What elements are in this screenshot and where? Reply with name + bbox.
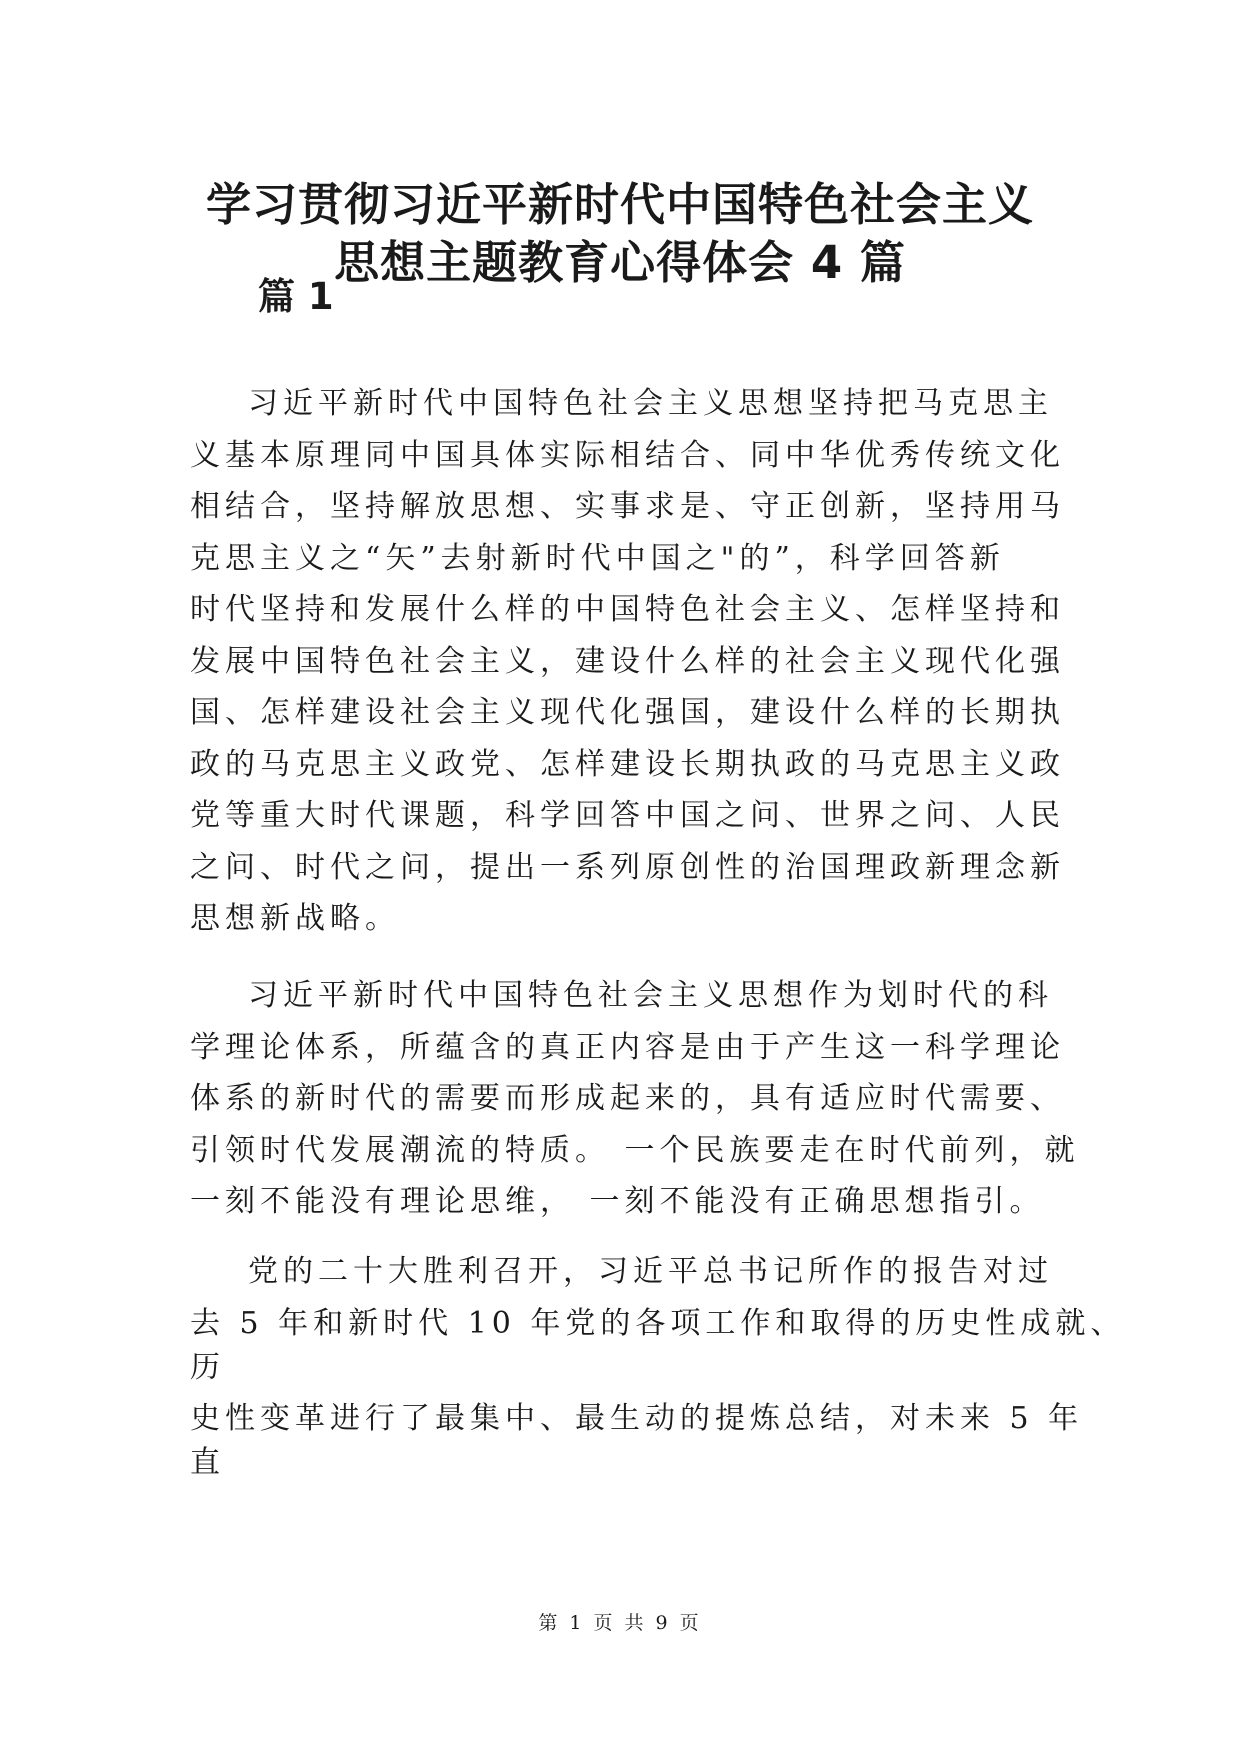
paragraph-line: 一刻不能没有理论思维， 一刻不能没有正确思想指引。 <box>190 1184 1045 1219</box>
paragraph-line: 相结合，坚持解放思想、实事求是、守正创新，坚持用马 <box>190 489 1065 524</box>
paragraph-line: 去 5 年和新时代 10 年党的各项工作和取得的历史性成就、 <box>190 1305 1126 1341</box>
paragraph-line: 体系的新时代的需要而形成起来的，具有适应时代需要、 <box>190 1081 1065 1116</box>
section-heading: 篇 1 <box>258 275 334 318</box>
paragraph-line: 克思主义之“矢”去射新时代中国之"的”，科学回答新 <box>190 540 1005 576</box>
page-footer: 第 1 页 共 9 页 <box>538 1612 702 1634</box>
paragraph-line: 之问、时代之问，提出一系列原创性的治国理政新理念新 <box>190 849 1065 885</box>
paragraph-line: 历 <box>190 1349 225 1385</box>
paragraph-line: 党的二十大胜利召开，习近平总书记所作的报告对过 <box>248 1254 1053 1289</box>
paragraph-line: 义基本原理同中国具体实际相结合、同中华优秀传统文化 <box>190 437 1065 473</box>
paragraph-line: 史性变革进行了最集中、最生动的提炼总结，对未来 5 年 <box>190 1401 1084 1436</box>
paragraph-line: 习近平新时代中国特色社会主义思想作为划时代的科 <box>248 978 1053 1013</box>
paragraph-line: 引领时代发展潮流的特质。 一个民族要走在时代前列，就 <box>190 1132 1080 1168</box>
paragraph-3 <box>190 1246 1126 1489</box>
title-line-2: 思想主题教育心得体会 4 篇 <box>334 236 906 289</box>
paragraph-line: 学理论体系，所蕴含的真正内容是由于产生这一科学理论 <box>190 1029 1065 1065</box>
paragraph-line: 思想新战略。 <box>190 901 400 936</box>
paragraph-line: 国、怎样建设社会主义现代化强国，建设什么样的长期执 <box>190 695 1065 730</box>
paragraph-1 <box>190 378 1070 945</box>
paragraph-2 <box>190 970 1080 1228</box>
paragraph-line: 党等重大时代课题，科学回答中国之问、世界之问、人民 <box>190 798 1065 833</box>
paragraph-line: 发展中国特色社会主义，建设什么样的社会主义现代化强 <box>190 643 1065 679</box>
paragraph-line: 习近平新时代中国特色社会主义思想坚持把马克思主 <box>248 386 1053 421</box>
paragraph-line: 直 <box>190 1445 225 1480</box>
paragraph-line: 政的马克思主义政党、怎样建设长期执政的马克思主义政 <box>190 746 1065 782</box>
title-line-1: 学习贯彻习近平新时代中国特色社会主义 <box>205 178 1034 231</box>
paragraph-line: 时代坚持和发展什么样的中国特色社会主义、怎样坚持和 <box>190 592 1065 627</box>
